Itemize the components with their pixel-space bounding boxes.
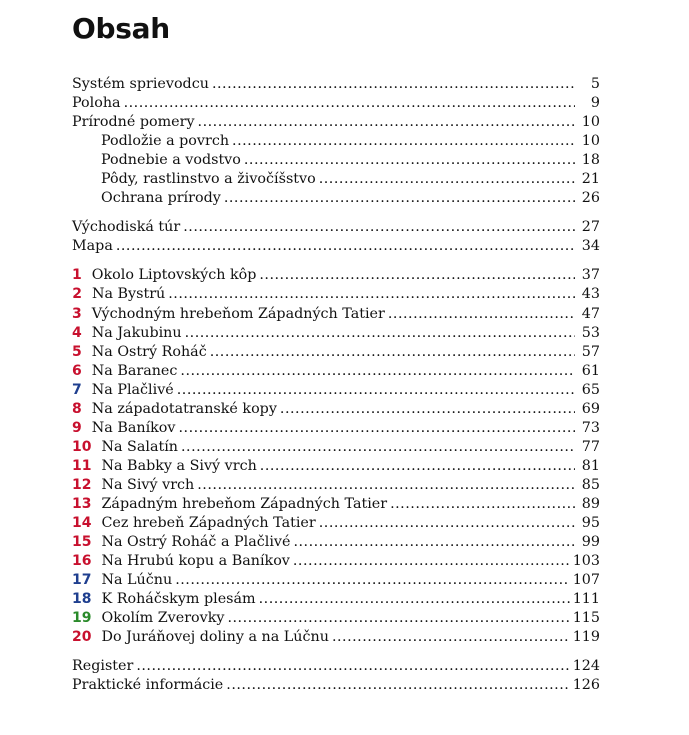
toc-entry-label: Na Baranec bbox=[91, 362, 178, 379]
toc-entry-page: 119 bbox=[572, 629, 600, 646]
toc-leader-dots bbox=[197, 476, 575, 495]
toc-entry-label: Systém sprievodcu bbox=[72, 76, 209, 92]
toc-entry[interactable] bbox=[72, 113, 600, 132]
toc-entry-page: 43 bbox=[581, 286, 600, 303]
toc-leader-dots bbox=[293, 552, 570, 571]
toc-entry-page: 99 bbox=[581, 534, 600, 551]
toc-intro-section bbox=[72, 75, 600, 208]
toc-entry-label: K Roháčskym plesám bbox=[101, 591, 256, 608]
toc-leader-dots bbox=[388, 305, 575, 324]
toc-entry-page: 107 bbox=[572, 572, 600, 589]
toc-entry-page: 126 bbox=[572, 677, 600, 694]
tour-number: 18 bbox=[72, 591, 92, 608]
toc-subentry[interactable] bbox=[72, 170, 600, 189]
toc-leader-dots bbox=[198, 113, 575, 132]
toc-leader-dots bbox=[319, 514, 575, 533]
toc-tour-entry[interactable] bbox=[72, 457, 600, 476]
toc-leader-dots bbox=[168, 285, 575, 304]
toc-tour-entry[interactable] bbox=[72, 438, 600, 457]
tour-number: 3 bbox=[72, 305, 82, 322]
toc-entry-label: Na Plačlivé bbox=[91, 381, 174, 398]
toc-tour-entry[interactable] bbox=[72, 381, 600, 400]
toc-entry-page: 10 bbox=[581, 133, 600, 150]
toc-entry-page: 65 bbox=[581, 381, 600, 398]
toc-leader-dots bbox=[259, 266, 575, 285]
toc-entry[interactable] bbox=[72, 657, 600, 676]
toc-entry-page: 18 bbox=[581, 152, 600, 169]
tour-number: 4 bbox=[72, 324, 82, 341]
toc-entry-page: 85 bbox=[581, 476, 600, 493]
toc-entry-page: 5 bbox=[590, 76, 600, 92]
toc-entry-label: Cez hrebeň Západných Tatier bbox=[101, 515, 316, 532]
toc-entry-label: Ochrana prírody bbox=[101, 190, 221, 207]
toc-entry-page: 69 bbox=[581, 400, 600, 417]
toc-tour-entry[interactable] bbox=[72, 571, 600, 590]
tour-number: 11 bbox=[72, 457, 92, 474]
toc-leader-dots bbox=[232, 132, 575, 151]
toc-tour-entry[interactable] bbox=[72, 552, 600, 571]
toc-entry-page: 37 bbox=[581, 267, 600, 284]
toc-leader-dots bbox=[227, 609, 569, 628]
toc-leader-dots bbox=[224, 189, 575, 208]
toc-entry-page: 21 bbox=[581, 171, 600, 188]
toc-entry-page: 57 bbox=[581, 343, 600, 360]
table-of-contents bbox=[72, 75, 600, 695]
toc-leader-dots bbox=[124, 94, 575, 113]
toc-entry-label: Okolo Liptovských kôp bbox=[91, 267, 257, 284]
tour-number: 8 bbox=[72, 400, 82, 417]
toc-entry-label: Praktické informácie bbox=[72, 677, 224, 694]
toc-entry-label: Podložie a povrch bbox=[101, 133, 230, 150]
toc-entry-page: 89 bbox=[581, 495, 600, 512]
toc-entry-label: Na Lúčnu bbox=[101, 572, 173, 589]
toc-entry[interactable] bbox=[72, 237, 600, 256]
tour-number: 12 bbox=[72, 476, 92, 493]
toc-entry-page: 26 bbox=[581, 190, 600, 207]
toc-entry-label: Na Salatín bbox=[101, 438, 179, 455]
toc-tour-entry[interactable] bbox=[72, 324, 600, 343]
toc-tour-entry[interactable] bbox=[72, 533, 600, 552]
toc-leader-dots bbox=[226, 676, 569, 695]
toc-tour-entry[interactable] bbox=[72, 419, 600, 438]
toc-tour-entry[interactable] bbox=[72, 362, 600, 381]
toc-tour-entry[interactable] bbox=[72, 285, 600, 304]
toc-entry-page: 61 bbox=[581, 362, 600, 379]
tour-number: 2 bbox=[72, 286, 82, 303]
toc-leader-dots bbox=[116, 237, 575, 256]
toc-entry-label: Na Sivý vrch bbox=[101, 476, 195, 493]
toc-entry-page: 103 bbox=[572, 553, 600, 570]
toc-leader-dots bbox=[280, 400, 575, 419]
toc-leader-dots bbox=[136, 657, 569, 676]
tour-number: 6 bbox=[72, 362, 82, 379]
toc-entry-page: 124 bbox=[572, 658, 600, 675]
toc-entry-label: Na Babky a Sivý vrch bbox=[101, 457, 257, 474]
tour-number: 15 bbox=[72, 534, 92, 551]
tour-number: 20 bbox=[72, 629, 92, 646]
toc-leader-dots bbox=[180, 362, 575, 381]
toc-leader-dots bbox=[185, 324, 575, 343]
toc-entry[interactable] bbox=[72, 75, 600, 94]
toc-tour-entry[interactable] bbox=[72, 590, 600, 609]
toc-entry-label: Na Baníkov bbox=[91, 419, 176, 436]
toc-entry[interactable] bbox=[72, 218, 600, 237]
tour-number: 5 bbox=[72, 343, 82, 360]
toc-entry-label: Podnebie a vodstvo bbox=[101, 152, 241, 169]
toc-entry-page: 27 bbox=[581, 219, 600, 236]
toc-entry-label: Poloha bbox=[72, 95, 121, 112]
toc-entry-page: 9 bbox=[590, 95, 600, 112]
toc-leader-dots bbox=[183, 218, 575, 237]
toc-entry-label: Pôdy, rastlinstvo a živočíšstvo bbox=[101, 171, 316, 188]
toc-tour-entry[interactable] bbox=[72, 400, 600, 419]
toc-entry-label: Západným hrebeňom Západných Tatier bbox=[101, 495, 388, 512]
toc-subentry[interactable] bbox=[72, 151, 600, 170]
toc-entry-label: Na Ostrý Roháč bbox=[91, 343, 207, 360]
toc-entry-label: Prírodné pomery bbox=[72, 114, 195, 131]
toc-entry-page: 34 bbox=[581, 238, 600, 255]
toc-entry-label: Na západotatranské kopy bbox=[91, 400, 277, 417]
toc-entry-page: 53 bbox=[581, 324, 600, 341]
toc-entry-page: 47 bbox=[581, 305, 600, 322]
toc-tour-entry[interactable] bbox=[72, 514, 600, 533]
tour-number: 16 bbox=[72, 553, 92, 570]
toc-entry-label: Na Jakubinu bbox=[91, 324, 182, 341]
toc-leader-dots bbox=[293, 533, 575, 552]
toc-tours-section bbox=[72, 266, 600, 647]
tour-number: 1 bbox=[72, 267, 82, 284]
toc-entry-label: Okolím Zverovky bbox=[101, 610, 225, 627]
toc-tour-entry[interactable] bbox=[72, 266, 600, 285]
toc-entry-label: Na Hrubú kopu a Baníkov bbox=[101, 553, 290, 570]
toc-entry[interactable] bbox=[72, 676, 600, 695]
toc-entry-page: 111 bbox=[572, 591, 600, 608]
toc-leader-dots bbox=[212, 75, 575, 94]
toc-leader-dots bbox=[244, 151, 575, 170]
toc-entry-page: 10 bbox=[581, 114, 600, 131]
toc-leader-dots bbox=[260, 457, 575, 476]
tour-number: 14 bbox=[72, 515, 92, 532]
tour-number: 13 bbox=[72, 495, 92, 512]
page-title: Obsah bbox=[72, 12, 170, 45]
tour-number: 19 bbox=[72, 610, 92, 627]
toc-entry[interactable] bbox=[72, 94, 600, 113]
toc-appendix-section bbox=[72, 657, 600, 695]
tour-number: 17 bbox=[72, 572, 92, 589]
toc-entry-label: Mapa bbox=[72, 238, 113, 255]
toc-leader-dots bbox=[332, 628, 570, 647]
toc-tour-entry[interactable] bbox=[72, 609, 600, 628]
tour-number: 9 bbox=[72, 419, 82, 436]
toc-leader-dots bbox=[175, 571, 570, 590]
toc-entry-label: Na Bystrú bbox=[91, 286, 166, 303]
toc-entry-label: Na Ostrý Roháč a Plačlivé bbox=[101, 534, 291, 551]
toc-subentry[interactable] bbox=[72, 132, 600, 151]
toc-leader-dots bbox=[179, 419, 576, 438]
toc-leader-dots bbox=[177, 381, 575, 400]
toc-leader-dots bbox=[390, 495, 575, 514]
tour-number: 7 bbox=[72, 381, 82, 398]
toc-leader-dots bbox=[181, 438, 575, 457]
toc-tour-entry[interactable] bbox=[72, 495, 600, 514]
toc-entry-page: 95 bbox=[581, 515, 600, 532]
toc-tour-entry[interactable] bbox=[72, 343, 600, 362]
toc-tour-entry[interactable] bbox=[72, 628, 600, 647]
toc-entry-page: 73 bbox=[581, 419, 600, 436]
toc-subentry[interactable] bbox=[72, 189, 600, 208]
toc-entry-page: 81 bbox=[581, 457, 600, 474]
toc-entry-label: Východiská túr bbox=[72, 219, 181, 236]
toc-entry-label: Východným hrebeňom Západných Tatier bbox=[91, 305, 385, 322]
toc-tour-entry[interactable] bbox=[72, 305, 600, 324]
toc-general-section bbox=[72, 218, 600, 256]
toc-leader-dots bbox=[210, 343, 575, 362]
toc-entry-label: Register bbox=[72, 658, 134, 675]
toc-entry-page: 77 bbox=[581, 438, 600, 455]
tour-number: 10 bbox=[72, 438, 92, 455]
toc-entry-label: Do Juráňovej doliny a na Lúčnu bbox=[101, 629, 329, 646]
toc-leader-dots bbox=[259, 590, 570, 609]
toc-leader-dots bbox=[319, 170, 575, 189]
toc-tour-entry[interactable] bbox=[72, 476, 600, 495]
toc-entry-page: 115 bbox=[572, 610, 600, 627]
